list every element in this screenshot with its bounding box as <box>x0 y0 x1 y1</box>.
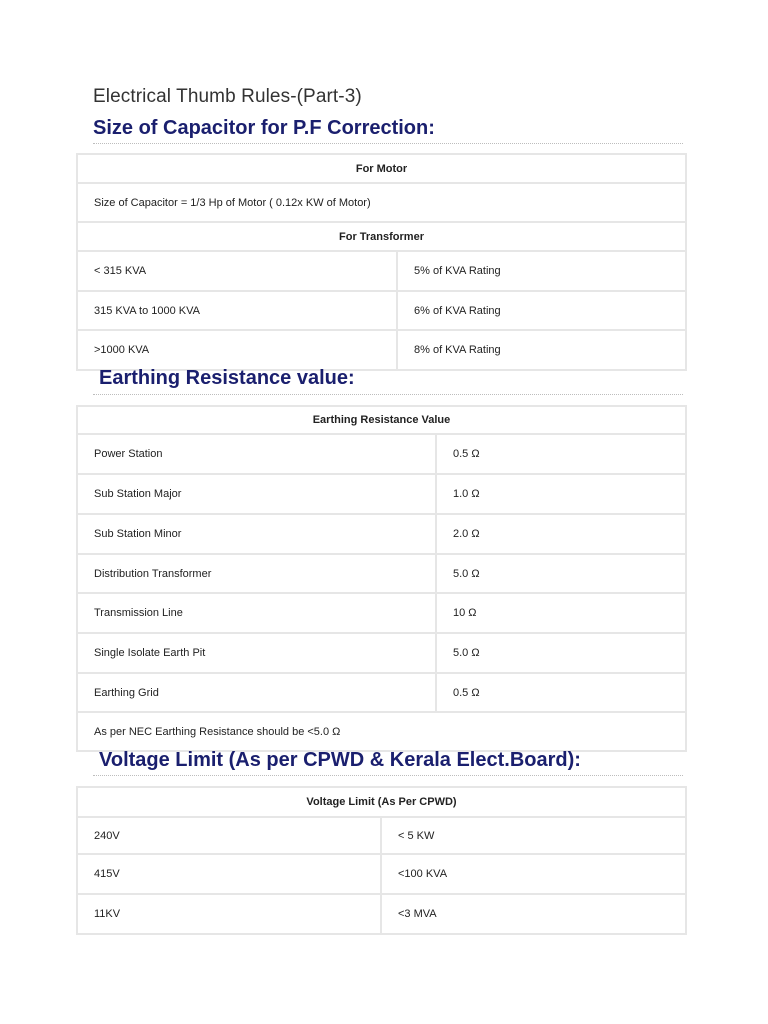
motor-rule: Size of Capacitor = 1/3 Hp of Motor ( 0.12x KW of Motor) <box>77 183 686 222</box>
voltage-header: Voltage Limit (As Per CPWD) <box>77 787 686 817</box>
earthing-header: Earthing Resistance Value <box>77 406 686 434</box>
table-row <box>77 554 686 593</box>
kva-rating: 5% of KVA Rating <box>397 251 686 291</box>
page-title: Electrical Thumb Rules-(Part-3) <box>93 86 362 107</box>
earthing-item: Transmission Line <box>77 593 436 633</box>
voltage-heading-rule <box>93 775 683 776</box>
table-row <box>77 434 686 474</box>
transformer-header: For Transformer <box>77 222 686 251</box>
earthing-value: 5.0 Ω <box>436 633 686 673</box>
table-row <box>77 633 686 673</box>
earthing-note: As per NEC Earthing Resistance should be <5.0 Ω <box>77 712 686 751</box>
kva-range: >1000 KVA <box>77 330 397 370</box>
kva-rating: 6% of KVA Rating <box>397 291 686 330</box>
table-row <box>77 330 686 370</box>
table-row <box>77 593 686 633</box>
table-row <box>77 514 686 554</box>
earthing-table <box>76 405 687 752</box>
voltage-limit: <3 MVA <box>381 894 686 934</box>
table-row <box>77 291 686 330</box>
kva-range: < 315 KVA <box>77 251 397 291</box>
earthing-value: 0.5 Ω <box>436 673 686 712</box>
voltage-heading: Voltage Limit (As per CPWD & Kerala Elect.Board): <box>99 749 581 771</box>
voltage-level: 415V <box>77 854 381 894</box>
earthing-value: 0.5 Ω <box>436 434 686 474</box>
earthing-value: 10 Ω <box>436 593 686 633</box>
earthing-heading: Earthing Resistance value: <box>99 367 355 389</box>
earthing-item: Power Station <box>77 434 436 474</box>
earthing-item: Sub Station Major <box>77 474 436 514</box>
table-row <box>77 894 686 934</box>
voltage-limit: <100 KVA <box>381 854 686 894</box>
motor-header: For Motor <box>77 154 686 183</box>
kva-rating: 8% of KVA Rating <box>397 330 686 370</box>
capacitor-table <box>76 153 687 371</box>
kva-range: 315 KVA to 1000 KVA <box>77 291 397 330</box>
table-row <box>77 673 686 712</box>
voltage-limit: < 5 KW <box>381 817 686 854</box>
table-row <box>77 817 686 854</box>
earthing-item: Single Isolate Earth Pit <box>77 633 436 673</box>
earthing-item: Earthing Grid <box>77 673 436 712</box>
table-row <box>77 474 686 514</box>
earthing-item: Distribution Transformer <box>77 554 436 593</box>
voltage-level: 11KV <box>77 894 381 934</box>
earthing-value: 2.0 Ω <box>436 514 686 554</box>
earthing-value: 5.0 Ω <box>436 554 686 593</box>
earthing-value: 1.0 Ω <box>436 474 686 514</box>
table-row <box>77 854 686 894</box>
capacitor-heading: Size of Capacitor for P.F Correction: <box>93 117 435 139</box>
capacitor-heading-rule <box>93 143 683 144</box>
voltage-table <box>76 786 687 935</box>
table-row <box>77 251 686 291</box>
earthing-item: Sub Station Minor <box>77 514 436 554</box>
earthing-heading-rule <box>93 394 683 395</box>
voltage-level: 240V <box>77 817 381 854</box>
